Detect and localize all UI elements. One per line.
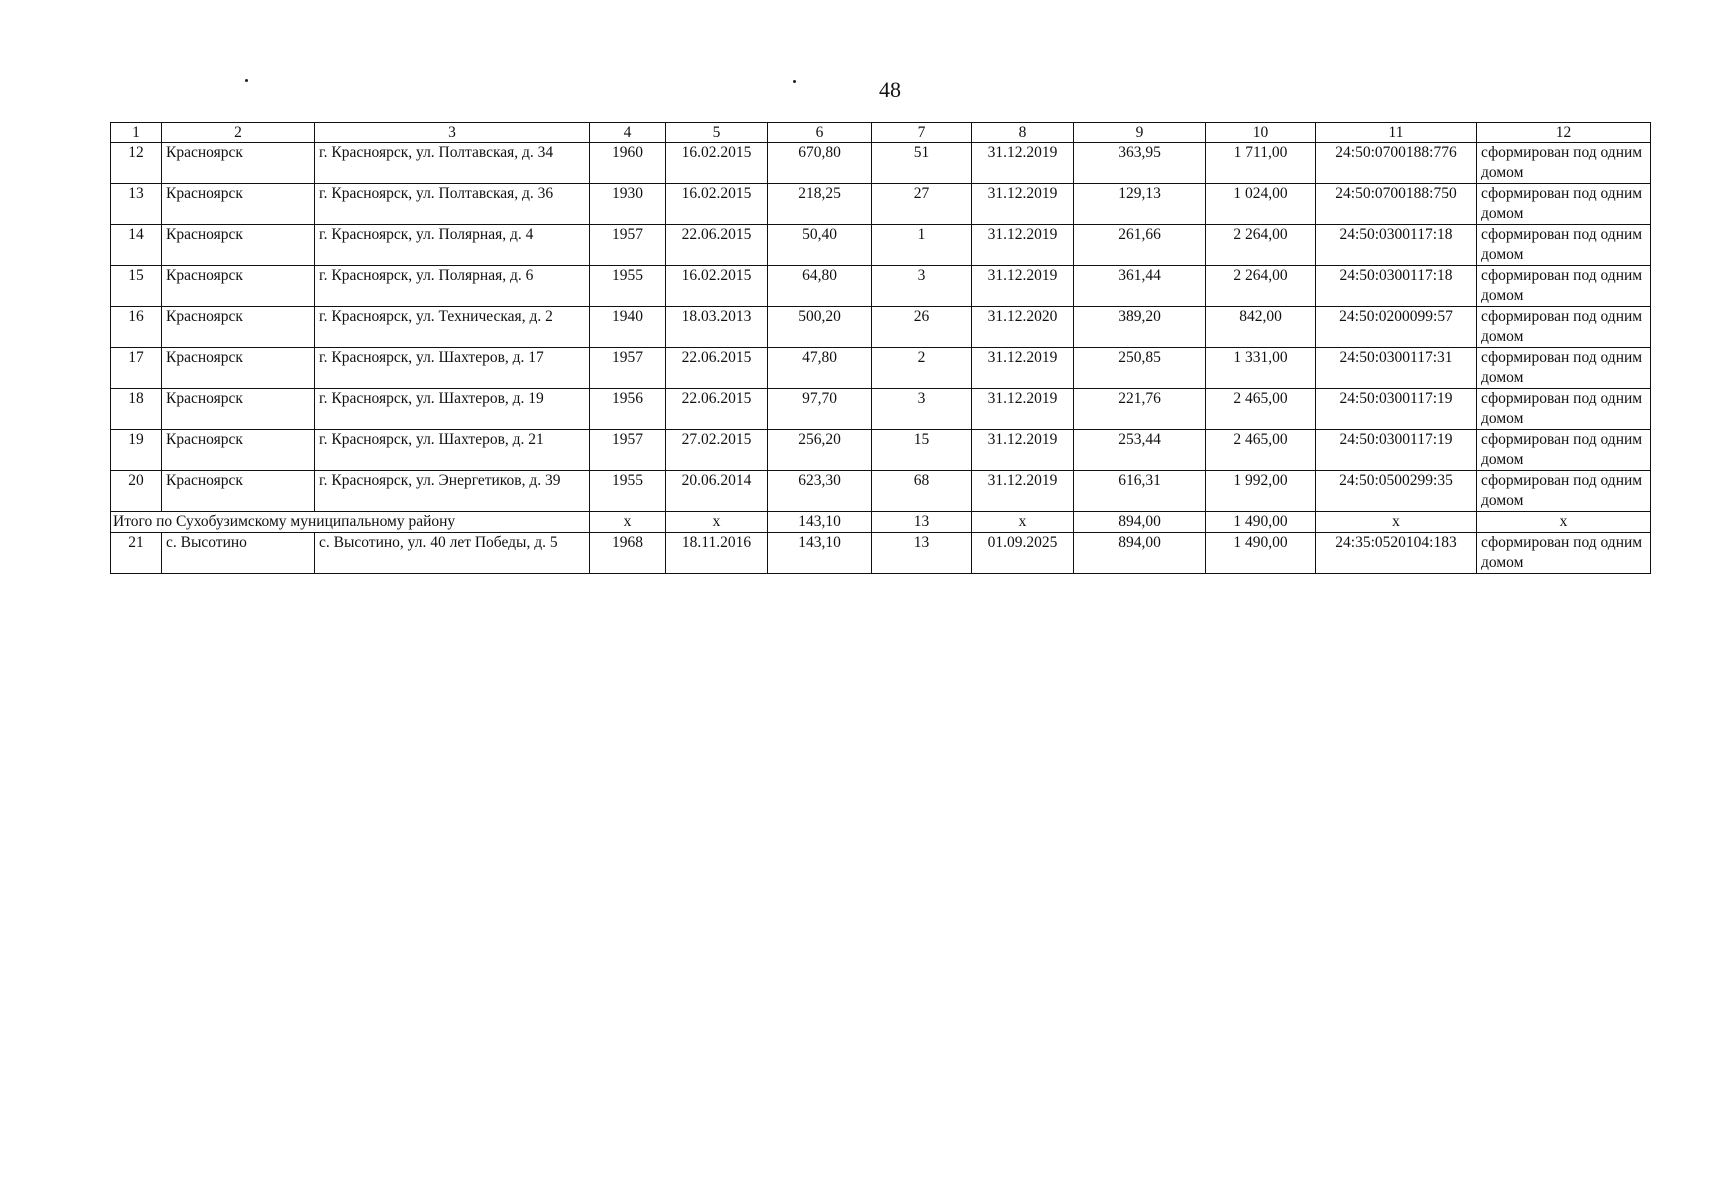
- total-land-area-cell: 894,00: [1074, 512, 1206, 533]
- land-status-cell: сформирован под одним домом: [1477, 143, 1651, 184]
- land-area-cell: 253,44: [1074, 430, 1206, 471]
- land-plot-area-cell: 1 711,00: [1206, 143, 1316, 184]
- land-area-cell: 363,95: [1074, 143, 1206, 184]
- address-cell: г. Красноярск, ул. Шахтеров, д. 17: [315, 348, 590, 389]
- row-number-cell: 20: [111, 471, 162, 512]
- table-row: [111, 266, 1651, 307]
- column-number-header-row: [111, 123, 1651, 143]
- relocation-date-cell: 31.12.2019: [972, 348, 1074, 389]
- scan-speck: [245, 79, 248, 82]
- area-cell: 218,25: [768, 184, 872, 225]
- column-number-cell: 6: [768, 123, 872, 143]
- column-number-cell: 7: [872, 123, 972, 143]
- land-area-cell: 389,20: [1074, 307, 1206, 348]
- relocation-date-cell: 31.12.2019: [972, 471, 1074, 512]
- land-plot-area-cell: 2 465,00: [1206, 430, 1316, 471]
- column-number-cell: 12: [1477, 123, 1651, 143]
- residents-count-cell: 68: [872, 471, 972, 512]
- address-cell: г. Красноярск, ул. Техническая, д. 2: [315, 307, 590, 348]
- locality-cell: Красноярск: [162, 184, 315, 225]
- column-number-cell: 5: [666, 123, 768, 143]
- total-year-built-cell: x: [590, 512, 666, 533]
- land-status-cell: сформирован под одним домом: [1477, 225, 1651, 266]
- land-status-cell: сформирован под одним домом: [1477, 266, 1651, 307]
- area-cell: 143,10: [768, 533, 872, 574]
- address-cell: г. Красноярск, ул. Полярная, д. 4: [315, 225, 590, 266]
- land-plot-area-cell: 1 024,00: [1206, 184, 1316, 225]
- row-number-cell: 21: [111, 533, 162, 574]
- table-row: [111, 143, 1651, 184]
- address-cell: г. Красноярск, ул. Полтавская, д. 36: [315, 184, 590, 225]
- cadastral-number-cell: 24:50:0700188:750: [1316, 184, 1477, 225]
- area-cell: 670,80: [768, 143, 872, 184]
- row-number-cell: 18: [111, 389, 162, 430]
- land-plot-area-cell: 2 264,00: [1206, 225, 1316, 266]
- row-number-cell: 12: [111, 143, 162, 184]
- residents-count-cell: 3: [872, 389, 972, 430]
- relocation-date-cell: 01.09.2025: [972, 533, 1074, 574]
- year-built-cell: 1940: [590, 307, 666, 348]
- year-built-cell: 1960: [590, 143, 666, 184]
- row-number-cell: 16: [111, 307, 162, 348]
- total-recognition-date-cell: x: [666, 512, 768, 533]
- cadastral-number-cell: 24:50:0300117:19: [1316, 389, 1477, 430]
- table-row: [111, 430, 1651, 471]
- total-residents-count-cell: 13: [872, 512, 972, 533]
- table-row: [111, 348, 1651, 389]
- land-area-cell: 616,31: [1074, 471, 1206, 512]
- column-number-cell: 8: [972, 123, 1074, 143]
- row-number-cell: 14: [111, 225, 162, 266]
- relocation-date-cell: 31.12.2019: [972, 430, 1074, 471]
- scan-speck: [793, 80, 796, 83]
- land-plot-area-cell: 1 331,00: [1206, 348, 1316, 389]
- column-number-cell: 10: [1206, 123, 1316, 143]
- land-status-cell: сформирован под одним домом: [1477, 389, 1651, 430]
- relocation-date-cell: 31.12.2020: [972, 307, 1074, 348]
- recognition-date-cell: 27.02.2015: [666, 430, 768, 471]
- year-built-cell: 1955: [590, 471, 666, 512]
- relocation-date-cell: 31.12.2019: [972, 143, 1074, 184]
- row-number-cell: 13: [111, 184, 162, 225]
- cadastral-number-cell: 24:50:0300117:31: [1316, 348, 1477, 389]
- row-number-cell: 15: [111, 266, 162, 307]
- land-status-cell: сформирован под одним домом: [1477, 471, 1651, 512]
- recognition-date-cell: 16.02.2015: [666, 266, 768, 307]
- locality-cell: Красноярск: [162, 266, 315, 307]
- address-cell: г. Красноярск, ул. Шахтеров, д. 19: [315, 389, 590, 430]
- housing-registry-table: [110, 122, 1651, 574]
- row-number-cell: 19: [111, 430, 162, 471]
- row-number-cell: 17: [111, 348, 162, 389]
- locality-cell: Красноярск: [162, 430, 315, 471]
- column-number-cell: 3: [315, 123, 590, 143]
- cadastral-number-cell: 24:35:0520104:183: [1316, 533, 1477, 574]
- land-plot-area-cell: 1 490,00: [1206, 533, 1316, 574]
- residents-count-cell: 26: [872, 307, 972, 348]
- table-row: [111, 389, 1651, 430]
- address-cell: г. Красноярск, ул. Полярная, д. 6: [315, 266, 590, 307]
- address-cell: г. Красноярск, ул. Полтавская, д. 34: [315, 143, 590, 184]
- area-cell: 64,80: [768, 266, 872, 307]
- recognition-date-cell: 18.11.2016: [666, 533, 768, 574]
- recognition-date-cell: 18.03.2013: [666, 307, 768, 348]
- locality-cell: Красноярск: [162, 307, 315, 348]
- table-row: [111, 307, 1651, 348]
- land-area-cell: 250,85: [1074, 348, 1206, 389]
- area-cell: 50,40: [768, 225, 872, 266]
- residents-count-cell: 1: [872, 225, 972, 266]
- area-cell: 47,80: [768, 348, 872, 389]
- land-status-cell: сформирован под одним домом: [1477, 533, 1651, 574]
- total-land-plot-area-cell: 1 490,00: [1206, 512, 1316, 533]
- residents-count-cell: 3: [872, 266, 972, 307]
- locality-cell: Красноярск: [162, 389, 315, 430]
- locality-cell: Красноярск: [162, 225, 315, 266]
- land-status-cell: сформирован под одним домом: [1477, 430, 1651, 471]
- residents-count-cell: 2: [872, 348, 972, 389]
- page-number: 48: [879, 77, 901, 102]
- column-number-cell: 4: [590, 123, 666, 143]
- district-total-label: Итого по Сухобузимскому муниципальному району: [111, 512, 590, 533]
- land-plot-area-cell: 842,00: [1206, 307, 1316, 348]
- cadastral-number-cell: 24:50:0500299:35: [1316, 471, 1477, 512]
- relocation-date-cell: 31.12.2019: [972, 389, 1074, 430]
- address-cell: г. Красноярск, ул. Шахтеров, д. 21: [315, 430, 590, 471]
- table-row: [111, 225, 1651, 266]
- cadastral-number-cell: 24:50:0300117:19: [1316, 430, 1477, 471]
- total-area-cell: 143,10: [768, 512, 872, 533]
- locality-cell: Красноярск: [162, 143, 315, 184]
- table-row: [111, 533, 1651, 574]
- land-plot-area-cell: 1 992,00: [1206, 471, 1316, 512]
- cadastral-number-cell: 24:50:0300117:18: [1316, 225, 1477, 266]
- area-cell: 256,20: [768, 430, 872, 471]
- locality-cell: с. Высотино: [162, 533, 315, 574]
- recognition-date-cell: 16.02.2015: [666, 143, 768, 184]
- year-built-cell: 1930: [590, 184, 666, 225]
- address-cell: с. Высотино, ул. 40 лет Победы, д. 5: [315, 533, 590, 574]
- year-built-cell: 1957: [590, 430, 666, 471]
- land-status-cell: сформирован под одним домом: [1477, 348, 1651, 389]
- total-land-status-cell: x: [1477, 512, 1651, 533]
- area-cell: 500,20: [768, 307, 872, 348]
- land-area-cell: 129,13: [1074, 184, 1206, 225]
- land-area-cell: 221,76: [1074, 389, 1206, 430]
- relocation-date-cell: 31.12.2019: [972, 266, 1074, 307]
- land-status-cell: сформирован под одним домом: [1477, 184, 1651, 225]
- residents-count-cell: 51: [872, 143, 972, 184]
- year-built-cell: 1956: [590, 389, 666, 430]
- land-plot-area-cell: 2 264,00: [1206, 266, 1316, 307]
- locality-cell: Красноярск: [162, 348, 315, 389]
- recognition-date-cell: 22.06.2015: [666, 348, 768, 389]
- year-built-cell: 1968: [590, 533, 666, 574]
- locality-cell: Красноярск: [162, 471, 315, 512]
- residents-count-cell: 15: [872, 430, 972, 471]
- total-cadastral-number-cell: x: [1316, 512, 1477, 533]
- land-area-cell: 361,44: [1074, 266, 1206, 307]
- cadastral-number-cell: 24:50:0700188:776: [1316, 143, 1477, 184]
- table-body: [111, 123, 1651, 574]
- cadastral-number-cell: 24:50:0200099:57: [1316, 307, 1477, 348]
- residents-count-cell: 13: [872, 533, 972, 574]
- relocation-date-cell: 31.12.2019: [972, 225, 1074, 266]
- total-relocation-date-cell: x: [972, 512, 1074, 533]
- column-number-cell: 9: [1074, 123, 1206, 143]
- land-status-cell: сформирован под одним домом: [1477, 307, 1651, 348]
- area-cell: 623,30: [768, 471, 872, 512]
- year-built-cell: 1957: [590, 348, 666, 389]
- cadastral-number-cell: 24:50:0300117:18: [1316, 266, 1477, 307]
- residents-count-cell: 27: [872, 184, 972, 225]
- land-area-cell: 261,66: [1074, 225, 1206, 266]
- column-number-cell: 2: [162, 123, 315, 143]
- land-area-cell: 894,00: [1074, 533, 1206, 574]
- table-row: [111, 184, 1651, 225]
- table-row: [111, 471, 1651, 512]
- relocation-date-cell: 31.12.2019: [972, 184, 1074, 225]
- district-total-row: [111, 512, 1651, 533]
- area-cell: 97,70: [768, 389, 872, 430]
- recognition-date-cell: 22.06.2015: [666, 389, 768, 430]
- column-number-cell: 11: [1316, 123, 1477, 143]
- address-cell: г. Красноярск, ул. Энергетиков, д. 39: [315, 471, 590, 512]
- recognition-date-cell: 22.06.2015: [666, 225, 768, 266]
- year-built-cell: 1955: [590, 266, 666, 307]
- column-number-cell: 1: [111, 123, 162, 143]
- year-built-cell: 1957: [590, 225, 666, 266]
- recognition-date-cell: 20.06.2014: [666, 471, 768, 512]
- recognition-date-cell: 16.02.2015: [666, 184, 768, 225]
- land-plot-area-cell: 2 465,00: [1206, 389, 1316, 430]
